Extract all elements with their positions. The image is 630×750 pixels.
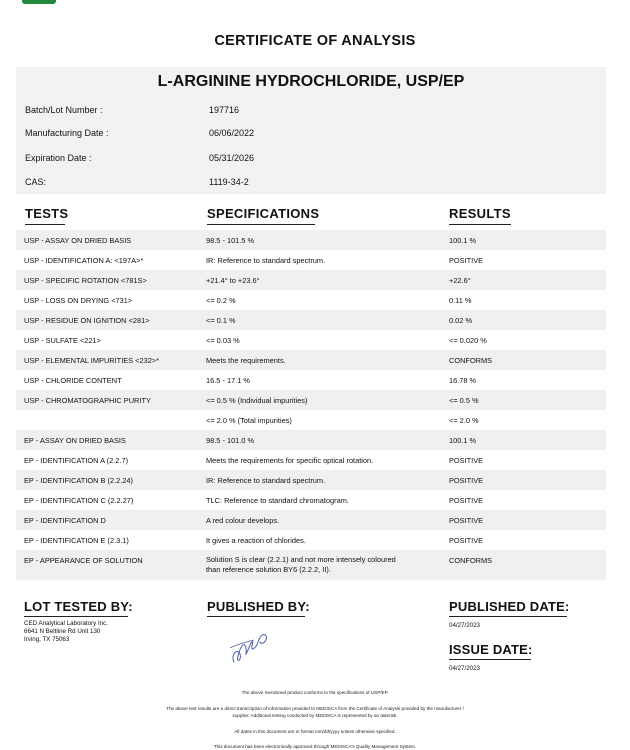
spec-cell: 16.5 - 17.1 % <box>206 376 250 385</box>
published-date-heading: PUBLISHED DATE: <box>449 599 570 614</box>
spec-cell: 98.5 - 101.5 % <box>206 236 255 245</box>
specifications-underline <box>207 224 315 225</box>
result-cell: POSITIVE <box>449 536 484 545</box>
result-cell: 0.02 % <box>449 316 473 325</box>
issue-date-underline <box>449 659 531 660</box>
result-cell: 0.11 % <box>449 296 472 305</box>
results-header: RESULTS <box>449 206 511 221</box>
table-row <box>16 490 606 510</box>
lab-street: 6641 N Beltline Rd Unit 130 <box>24 628 101 636</box>
spec-cell: <= 0.5 % (Individual impurities) <box>206 396 308 405</box>
table-row <box>16 230 606 250</box>
result-cell: 100.1 % <box>449 236 477 245</box>
spec-cell <box>206 555 396 575</box>
table-row <box>16 390 606 410</box>
tests-underline <box>25 224 65 225</box>
spec-cell: It gives a reaction of chlorides. <box>206 536 306 545</box>
test-cell: EP - ASSAY ON DRIED BASIS <box>24 436 126 445</box>
test-cell: EP - IDENTIFICATION C (2.2.27) <box>24 496 134 505</box>
test-cell: EP - APPEARANCE OF SOLUTION <box>24 556 143 565</box>
disclaimer-transcription: The above test results are a direct transcription of information provided to MEDISCA from the Certificate of Analysis provided by the manufacturer / <box>166 706 464 711</box>
test-cell: USP - SULFATE <221> <box>24 336 101 345</box>
result-cell: 16.78 % <box>449 376 477 385</box>
spec-cell: <= 0.03 % <box>206 336 240 345</box>
result-cell: CONFORMS <box>449 556 493 565</box>
spec-cell: <= 2.0 % (Total impurities) <box>206 416 292 425</box>
results-underline <box>449 224 511 225</box>
disclaimer-electronic-approval: This document has been electronically approved through MEDISCA's Quality Management System. <box>213 744 417 749</box>
test-cell: USP - SPECIFIC ROTATION <781S> <box>24 276 147 285</box>
result-cell: POSITIVE <box>449 496 484 505</box>
tests-header: TESTS <box>25 206 69 221</box>
spec-cell: Meets the requirements for specific optical rotation. <box>206 456 374 465</box>
spec-line: than reference solution BY6 (2.2.2, II). <box>206 565 331 574</box>
disclaimer-additional-testing: supplier. Additional testing conducted by MEDISCA is represented by an asterisk. <box>232 713 398 718</box>
test-cell: USP - LOSS ON DRYING <731> <box>24 296 133 305</box>
spec-cell: +21.4° to +23.6° <box>206 276 260 285</box>
spec-cell: Meets the requirements. <box>206 356 286 365</box>
table-row <box>16 470 606 490</box>
table-row <box>16 550 606 580</box>
spec-cell: IR: Reference to standard spectrum. <box>206 476 326 485</box>
certificate-title: CERTIFICATE OF ANALYSIS <box>214 33 416 49</box>
published-date-underline <box>449 616 567 617</box>
result-cell: CONFORMS <box>449 356 493 365</box>
info-label: Batch/Lot Number : <box>25 105 103 115</box>
test-cell: USP - CHLORIDE CONTENT <box>24 376 122 385</box>
lot-tested-by-heading: LOT TESTED BY: <box>24 599 133 614</box>
test-cell: USP - IDENTIFICATION A: <197A>* <box>24 256 144 265</box>
result-cell: POSITIVE <box>449 456 484 465</box>
published-by-underline <box>207 616 305 617</box>
issue-date-heading: ISSUE DATE: <box>449 642 533 657</box>
table-row <box>16 350 606 370</box>
lab-name: CED Analytical Laboratory Inc. <box>24 620 108 627</box>
result-cell: POSITIVE <box>449 476 484 485</box>
spec-cell: A red colour develops. <box>206 516 280 525</box>
result-cell: <= 2.0 % <box>449 416 479 425</box>
result-cell: POSITIVE <box>449 256 484 265</box>
product-name: L-ARGININE HYDROCHLORIDE, USP/EP <box>157 73 465 90</box>
info-value: 06/06/2022 <box>209 128 255 138</box>
table-row <box>16 430 606 450</box>
specifications-header: SPECIFICATIONS <box>207 206 320 221</box>
info-value: 1119-34-2 <box>209 177 249 187</box>
test-cell: USP - ELEMENTAL IMPURITIES <232>* <box>24 356 159 365</box>
result-cell: 100.1 % <box>449 436 477 445</box>
logo-tab <box>22 0 56 4</box>
table-row <box>16 290 606 310</box>
table-row <box>16 510 606 530</box>
spec-cell: <= 0.1 % <box>206 316 236 325</box>
lot-tested-by-underline <box>24 616 128 617</box>
test-cell: EP - IDENTIFICATION B (2.2.24) <box>24 476 133 485</box>
table-row <box>16 450 606 470</box>
table-row <box>16 310 606 330</box>
table-row <box>16 250 606 270</box>
spec-line: Solution S is clear (2.2.1) and not more intensely coloured <box>206 555 396 564</box>
published-by-heading: PUBLISHED BY: <box>207 599 310 614</box>
result-cell: +22.6° <box>449 276 471 285</box>
test-cell: EP - IDENTIFICATION A (2.2.7) <box>24 456 129 465</box>
info-value: 05/31/2026 <box>209 153 255 163</box>
product-info-box <box>16 67 606 194</box>
test-cell: EP - IDENTIFICATION E (2.3.1) <box>24 536 129 545</box>
lab-city: Irving, TX 75063 <box>24 636 70 644</box>
info-label: Manufacturing Date : <box>25 128 109 138</box>
test-cell: USP - CHROMATOGRAPHIC PURITY <box>24 396 151 405</box>
test-cell: USP - RESIDUE ON IGNITION <281> <box>24 316 150 325</box>
signature-image <box>224 618 274 668</box>
spec-cell: IR: Reference to standard spectrum. <box>206 256 326 265</box>
spec-cell: <= 0.2 % <box>206 296 236 305</box>
lab-address <box>24 620 108 645</box>
table-row <box>16 530 606 550</box>
info-label: Expiration Date : <box>25 153 92 163</box>
spec-cell: 98.5 - 101.0 % <box>206 436 255 445</box>
table-row <box>16 370 606 390</box>
table-row <box>16 270 606 290</box>
table-row <box>16 330 606 350</box>
info-label: CAS: <box>25 177 47 187</box>
result-cell: <= 0.020 % <box>449 336 487 345</box>
info-value: 197716 <box>209 105 240 115</box>
result-cell: POSITIVE <box>449 516 484 525</box>
test-cell: USP - ASSAY ON DRIED BASIS <box>24 236 132 245</box>
spec-cell: TLC: Reference to standard chromatogram. <box>206 496 349 505</box>
disclaimer-date-format: All dates in this document are in format mm/dd/yyyy unless otherwise specified. <box>234 729 396 734</box>
issue-date-value: 04/27/2023 <box>449 665 480 672</box>
published-date-value: 04/27/2023 <box>449 622 480 629</box>
test-cell: EP - IDENTIFICATION D <box>24 516 106 525</box>
result-cell: <= 0.5 % <box>449 396 479 405</box>
table-row <box>16 410 606 430</box>
disclaimer-conformance: The above mentioned product conforms to the specifications of USP/EP. <box>241 690 389 695</box>
